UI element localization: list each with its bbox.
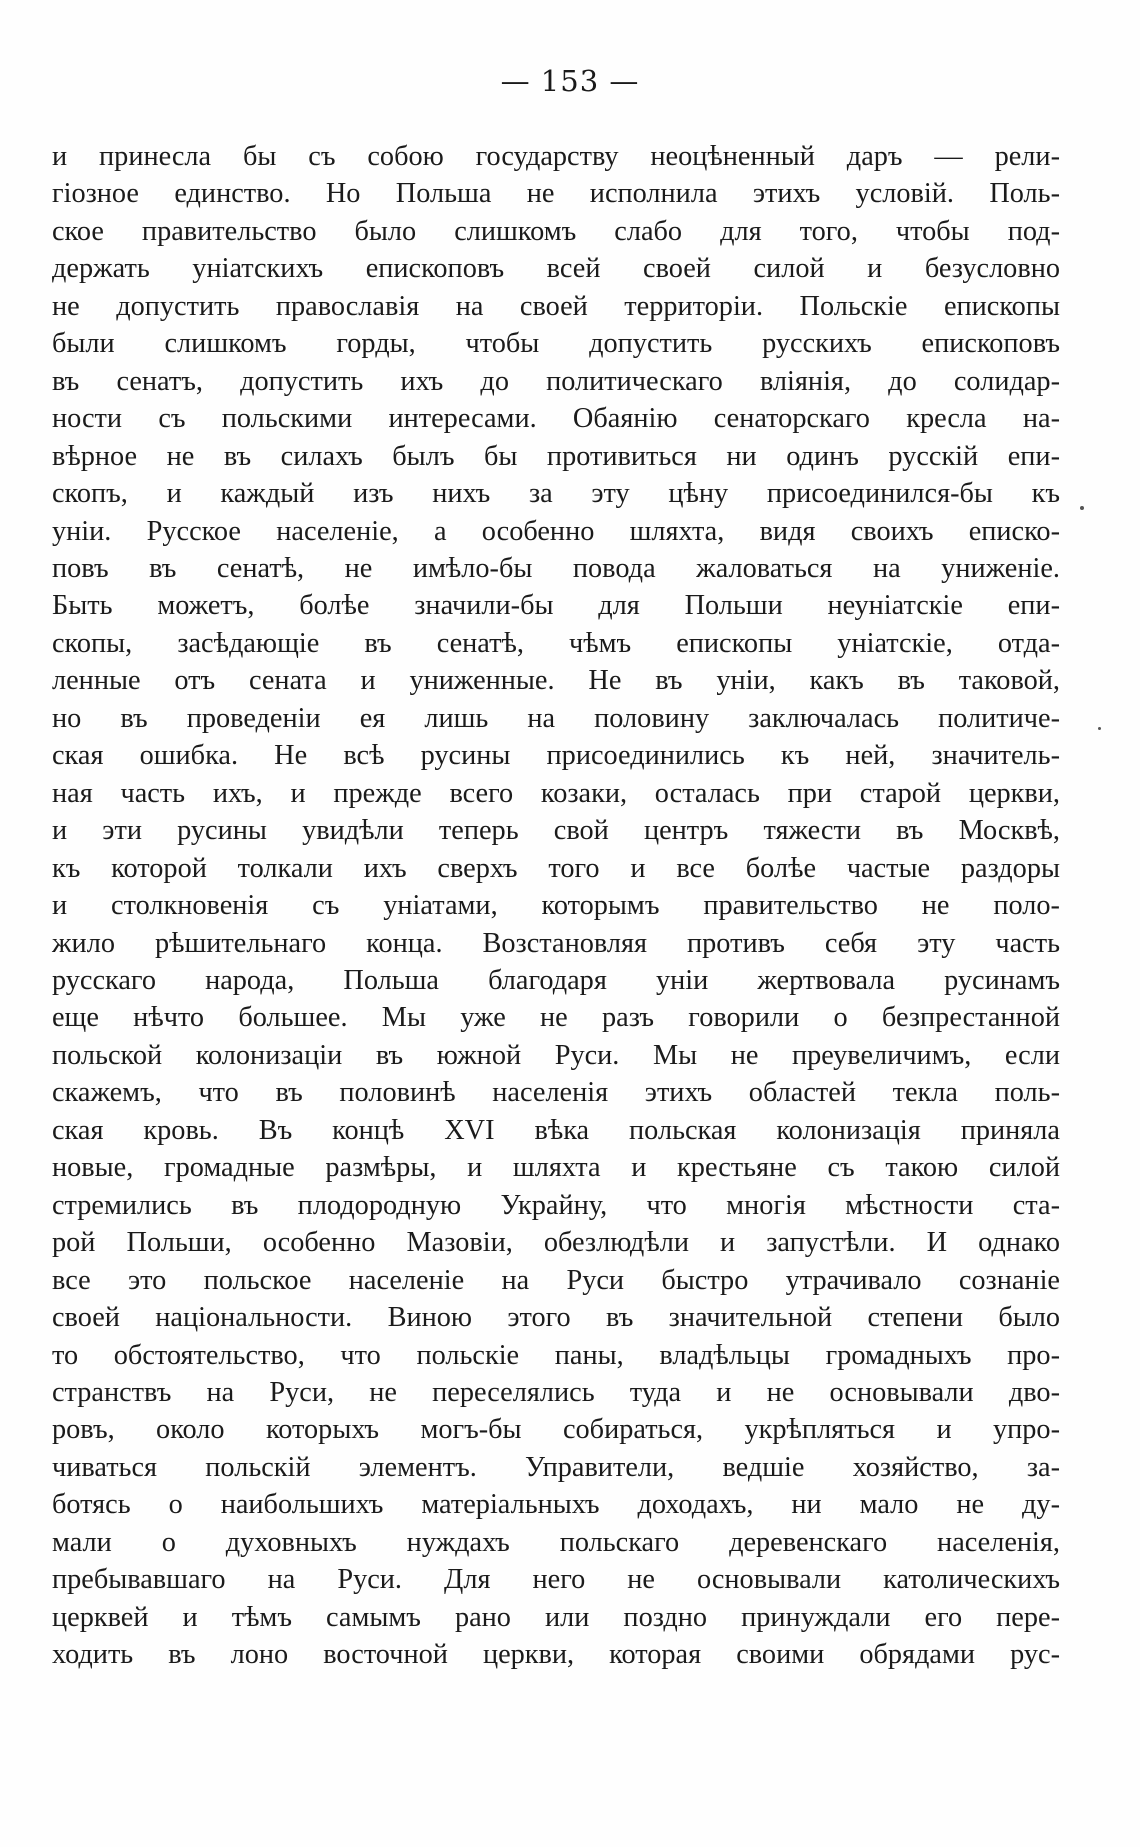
text-line: были слишкомъ горды, чтобы допустить русскихъ епископовъ bbox=[52, 328, 1060, 360]
text-line: скопъ, и каждый изъ нихъ за эту цѣну присоединился-бы къ bbox=[52, 478, 1060, 510]
text-line: скажемъ, что въ половинѣ населенія этихъ областей текла поль- bbox=[52, 1077, 1060, 1109]
text-line: но въ проведеніи ея лишь на половину заключалась политиче- bbox=[52, 702, 1060, 734]
text-line: ботясь о наибольшихъ матеріальныхъ доходахъ, ни мало не ду- bbox=[52, 1489, 1060, 1521]
text-line: то обстоятельство, что польскіе паны, владѣльцы громадныхъ про- bbox=[52, 1339, 1060, 1371]
text-line: рой Польши, особенно Мазовіи, обезлюдѣли и запустѣли. И однако bbox=[52, 1227, 1060, 1259]
text-line: мали о духовныхъ нуждахъ польскаго деревенскаго населенія, bbox=[52, 1526, 1060, 1558]
text-line: Быть можетъ, болѣе значили-бы для Польши неуніатскіе епи- bbox=[52, 590, 1060, 622]
text-line: ленные отъ сената и униженные. Не въ уніи, какъ въ таковой, bbox=[52, 665, 1060, 697]
text-line: странствъ на Руси, не переселялись туда и не основывали дво- bbox=[52, 1376, 1060, 1408]
text-line: ровъ, около которыхъ могъ-бы собираться, укрѣпляться и упро- bbox=[52, 1414, 1060, 1446]
text-line: скопы, засѣдающіе въ сенатѣ, чѣмъ епископы уніатскіе, отда- bbox=[52, 627, 1060, 659]
ink-speck bbox=[1080, 506, 1084, 510]
text-line: еще нѣчто большее. Мы уже не разъ говорили о безпрестанной bbox=[52, 1002, 1060, 1034]
text-line: стремились въ плодородную Украйну, что многія мѣстности ста- bbox=[52, 1189, 1060, 1221]
text-line: не допустить православія на своей территоріи. Польскіе епископы bbox=[52, 290, 1060, 322]
text-line: пребывавшаго на Руси. Для него не основывали католическихъ bbox=[52, 1564, 1060, 1596]
ink-speck bbox=[1098, 727, 1101, 730]
text-line: держать уніатскихъ епископовъ всей своей силой и безусловно bbox=[52, 253, 1060, 285]
text-line: все это польское населеніе на Руси быстро утрачивало сознаніе bbox=[52, 1264, 1060, 1296]
text-line: повъ въ сенатѣ, не имѣло-бы повода жаловаться на униженіе. bbox=[52, 552, 1060, 584]
text-line: гіозное единство. Но Польша не исполнила этихъ условій. Поль- bbox=[52, 178, 1060, 210]
text-line: русскаго народа, Польша благодаря уніи жертвовала русинамъ bbox=[52, 964, 1060, 996]
text-line: ная часть ихъ, и прежде всего козаки, осталась при старой церкви, bbox=[52, 777, 1060, 809]
text-line: и столкновенія съ уніатами, которымъ правительство не поло- bbox=[52, 890, 1060, 922]
text-line: жило рѣшительнаго конца. Возстановляя противъ себя эту часть bbox=[52, 927, 1060, 959]
text-line: и принесла бы съ собою государству неоцѣненный даръ — рели- bbox=[52, 141, 1060, 172]
text-line: къ которой толкали ихъ сверхъ того и все болѣе частые раздоры bbox=[52, 852, 1060, 884]
text-line: ское правительство было слишкомъ слабо для того, чтобы под- bbox=[52, 215, 1060, 247]
text-line: вѣрное не въ силахъ былъ бы противиться ни одинъ русскій епи- bbox=[52, 440, 1060, 472]
text-line: уніи. Русское населеніе, а особенно шляхта, видя своихъ еписко- bbox=[52, 515, 1060, 547]
text-line: и эти русины увидѣли теперь свой центръ тяжести въ Москвѣ, bbox=[52, 815, 1060, 847]
text-line: своей національности. Виною этого въ значительной степени было bbox=[52, 1302, 1060, 1334]
text-line: ская кровь. Въ концѣ XVI вѣка польская колонизація приняла bbox=[52, 1114, 1060, 1146]
text-line: ская ошибка. Не всѣ русины присоединились къ ней, значитель- bbox=[52, 740, 1060, 772]
text-line: польской колонизаціи въ южной Руси. Мы не преувеличимъ, если bbox=[52, 1039, 1060, 1071]
text-line: ходить въ лоно восточной церкви, которая своими обрядами рус- bbox=[52, 1639, 1060, 1671]
text-line: новые, громадные размѣры, и шляхта и крестьяне съ такою силой bbox=[52, 1152, 1060, 1184]
text-line: въ сенатъ, допустить ихъ до политическаго вліянія, до солидар- bbox=[52, 365, 1060, 397]
text-line: ности съ польскими интересами. Обаянію сенаторскаго кресла на- bbox=[52, 403, 1060, 435]
text-line: чиваться польскій элементъ. Управители, ведшіе хозяйство, за- bbox=[52, 1451, 1060, 1483]
page-number: — 153 — bbox=[500, 64, 640, 98]
text-line: церквей и тѣмъ самымъ рано или поздно принуждали его пере- bbox=[52, 1601, 1060, 1633]
body-text bbox=[52, 138, 1060, 1674]
